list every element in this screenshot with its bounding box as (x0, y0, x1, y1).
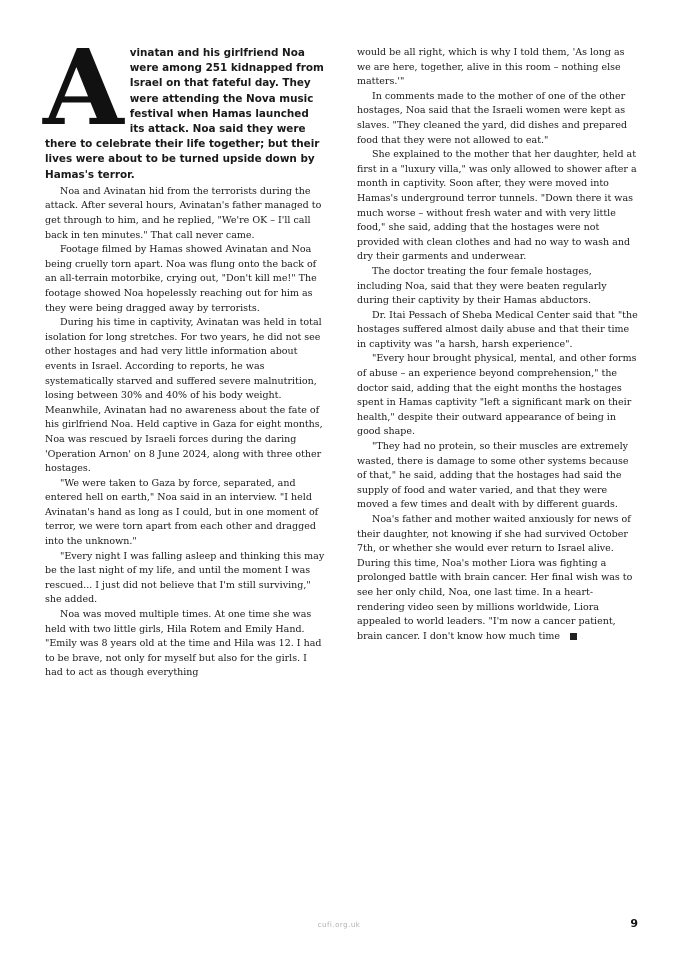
paragraph: Noa and Avinatan hid from the terrorists during the attack. After several hours, Avinatan's father managed to get through to him, and he replied, "We're OK – I'll call back in ten minutes." That call never came. (45, 185, 322, 241)
article-body (43, 26, 639, 926)
paragraph: During his time in captivity, Avinatan was held in total isolation for long stretches. For two years, he did not see other hostages and had very little information about events in Israel. According to reports, he was systematically starved and suffered severe malnutrition, losing between 30% and 40% of his body weight. Meanwhile, Avinatan had no awareness about the fate of his girlfriend Noa. Held captive in Gaza for eight months, Noa was rescued by Israeli forces during the daring 'Operation Arnon' on 8 June 2024, along with three other hostages. (45, 317, 323, 475)
paragraph: Footage filmed by Hamas showed Avinatan and Noa being cruelly torn apart. Noa was flung onto the back of an all-terrain motorbike, crying out, "Don't kill me!" The footage showed Noa hopelessly reaching out for him as they were being dragged away by terrorists. (45, 244, 317, 314)
paragraph: Dr. Itai Pessach of Sheba Medical Center said that "the hostages suffered almost daily abuse and that their time in captivity was "a harsh, harsh experience". (357, 309, 638, 350)
article-lead (43, 26, 327, 183)
paragraph: "Every hour brought physical, mental, and other forms of abuse – an experience beyond comprehension," the doctor said, adding that the eight months the hostages spent in Hamas captivity "left a significant mark on their health," despite their outward appearance of being in good shape. (357, 353, 637, 438)
lead-text: vinatan and his girlfriend Noa were among 251 kidnapped from Israel on that fateful day. They were attending the Nova music festival when Hamas launched its attack. Noa said they were there to celebrate their life together; but their lives were about to be turned upside down by Hamas's terror. (45, 47, 324, 181)
footer-url: cufi.org.uk (317, 921, 361, 929)
paragraph: She explained to the mother that her daughter, held at first in a "luxury villa," was only allowed to shower after a month in captivity. Soon after, they were moved into Hamas's underground terror tunnels. "Down there it was much worse – without fresh water and with very little food," she said, adding that the hostages were not provided with clean clothes and had no way to wash and dry their garments and underwear. (357, 149, 637, 263)
right-column (357, 46, 639, 926)
drop-cap: A (43, 26, 124, 149)
paragraph-last (357, 513, 639, 644)
paragraph: The doctor treating the four female hostages, including Noa, said that they were beaten regularly during their captivity by their Hamas abductors. (357, 265, 607, 307)
paragraph: In comments made to the mother of one of the other hostages, Noa said that the Israeli women were kept as slaves. "They cleaned the yard, did dishes and prepared food that they were not allowed to eat." (357, 90, 628, 146)
paragraph: Noa was moved multiple times. At one time she was held with two little girls, Hila Rotem and Emily Hand. "Emily was 8 years old at the time and Hila was 12. I had to be brave, not only for myself but also for the girls. I had to act as though everything (45, 609, 322, 679)
left-column (43, 26, 327, 926)
paragraph: "They had no protein, so their muscles are extremely wasted, there is damage to some other systems because of that," he said, adding that the hostages had said the supply of food and water varied, and that they were moved a few times and dealt with by different guards. (357, 441, 629, 511)
paragraph-text: Noa's father and mother waited anxiously for news of their daughter, not knowing if she had survived October 7th, or whether she would ever return to Israel alive. During this time, Noa's mother Liora was fighting a prolonged battle with brain cancer. Her final wish was to see her only child, Noa, one last time. In a heart-rendering video seen by millions worldwide, Liora appealed to world leaders. "I'm now a cancer patient, brain cancer. I don't know how much time (357, 514, 633, 642)
continued-marker-icon (570, 633, 577, 640)
paragraph: "We were taken to Gaza by force, separated, and entered hell on earth," Noa said in an interview. "I held Avinatan's hand as long as I could, but in one moment of terror, we were torn apart from each other and dragged into the unknown." (45, 477, 319, 548)
paragraph-continued: would be all right, which is why I told them, 'As long as we are here, together, alive in this room – nothing else matters.'" (357, 47, 625, 88)
page-number: 9 (630, 917, 638, 930)
paragraph: "Every night I was falling asleep and thinking this may be the last night of my life, and until the moment I was rescued... I just did not believe that I'm still surviving," she added. (45, 550, 325, 606)
